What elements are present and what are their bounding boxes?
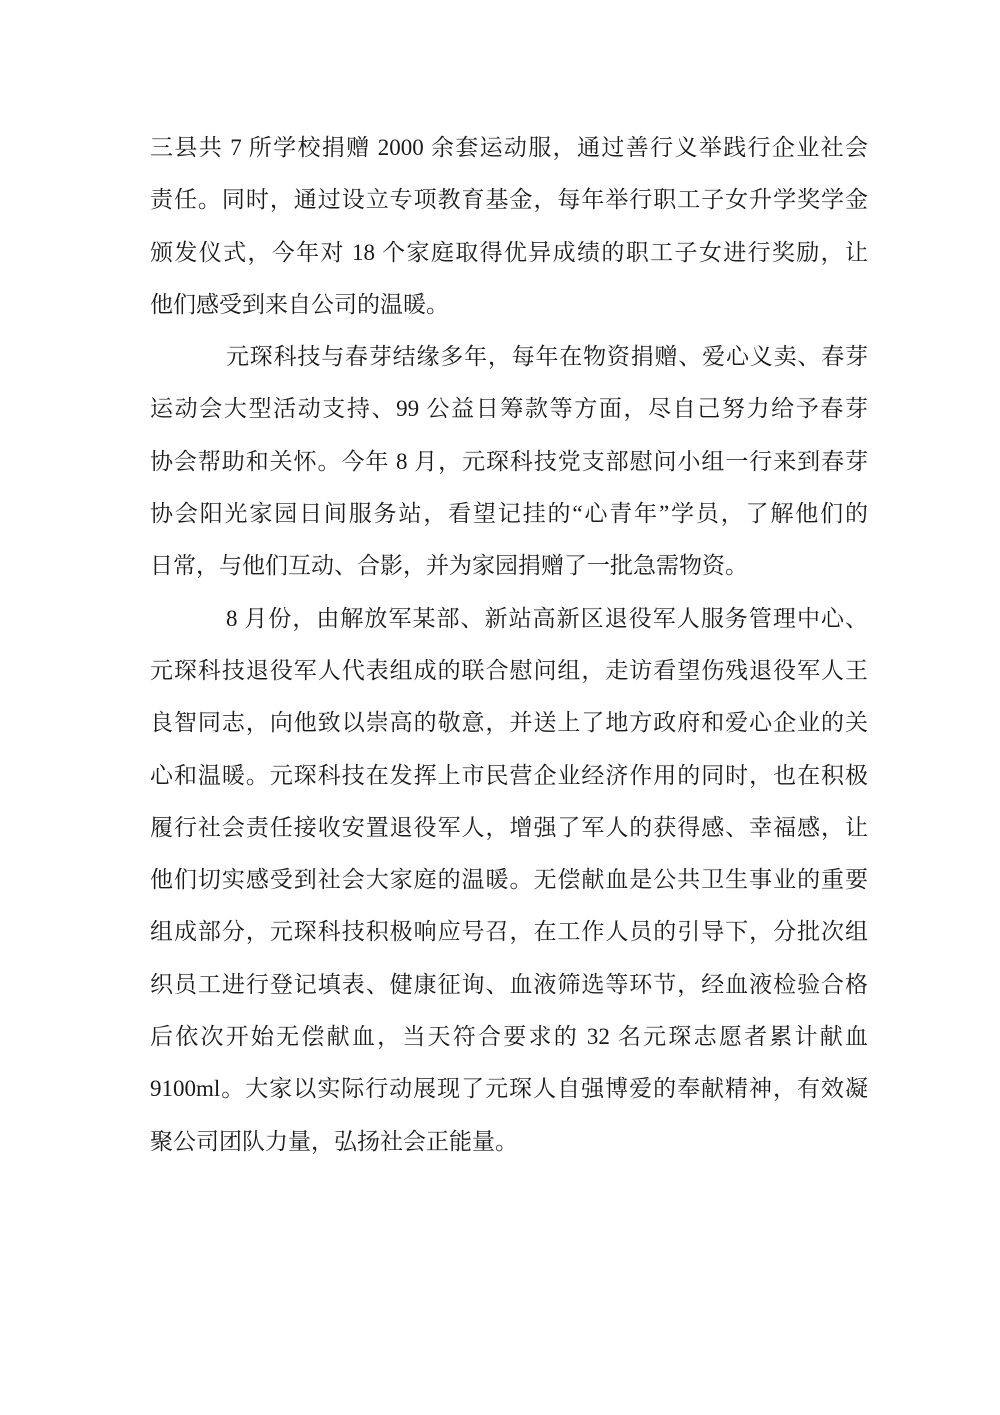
text-line: 他们感受到来自公司的温暖。 [150,291,449,317]
text-line: 聚公司团队力量，弘扬社会正能量。 [150,1128,518,1154]
text-line: 心和温暖。元琛科技在发挥上市民营企业经济作用的同时，也在积极 [150,762,868,788]
text-line: 元琛科技退役军人代表组成的联合慰问组，走访看望伤残退役军人王 [150,657,868,683]
text-line: 运动会大型活动支持、99 公益日筹款等方面，尽自己努力给予春芽 [150,396,868,422]
text-line: 后依次开始无偿献血，当天符合要求的 32 名元琛志愿者累计献血 [150,1024,868,1050]
paragraph [150,331,868,592]
text-line: 责任。同时，通过设立专项教育基金，每年举行职工子女升学奖学金 [150,187,868,213]
text-line: 他们切实感受到社会大家庭的温暖。无偿献血是公共卫生事业的重要 [150,867,868,893]
text-line: 履行社会责任接收安置退役军人，增强了军人的获得感、幸福感，让 [150,814,868,840]
text-line: 三县共 7 所学校捐赠 2000 余套运动服，通过善行义举践行企业社会 [150,135,868,160]
text-line: 颁发仪式，今年对 18 个家庭取得优异成绩的职工子女进行奖励，让 [150,239,868,265]
text-line: 协会帮助和关怀。今年 8 月，元琛科技党支部慰问小组一行来到春芽 [150,448,868,474]
paragraph [150,122,868,331]
text-line: 元琛科技与春芽结缘多年，每年在物资捐赠、爱心义卖、春芽 [226,344,868,370]
text-line: 8 月份，由解放军某部、新站高新区退役军人服务管理中心、 [226,605,868,631]
text-line: 日常，与他们互动、合影，并为家园捐赠了一批急需物资。 [150,553,748,579]
text-line: 织员工进行登记填表、健康征询、血液筛选等环节，经血液检验合格 [150,971,868,997]
text-line: 组成部分，元琛科技积极响应号召，在工作人员的引导下，分批次组 [150,919,868,945]
paragraph [150,593,868,1168]
text-line: 协会阳光家园日间服务站，看望记挂的“心青年”学员，了解他们的 [150,501,868,527]
text-line: 良智同志，向他致以崇高的敬意，并送上了地方政府和爱心企业的关 [150,710,868,736]
text-line: 9100ml。大家以实际行动展现了元琛人自强博爱的奉献精神，有效凝 [150,1076,868,1102]
document-text-block [150,122,868,1168]
